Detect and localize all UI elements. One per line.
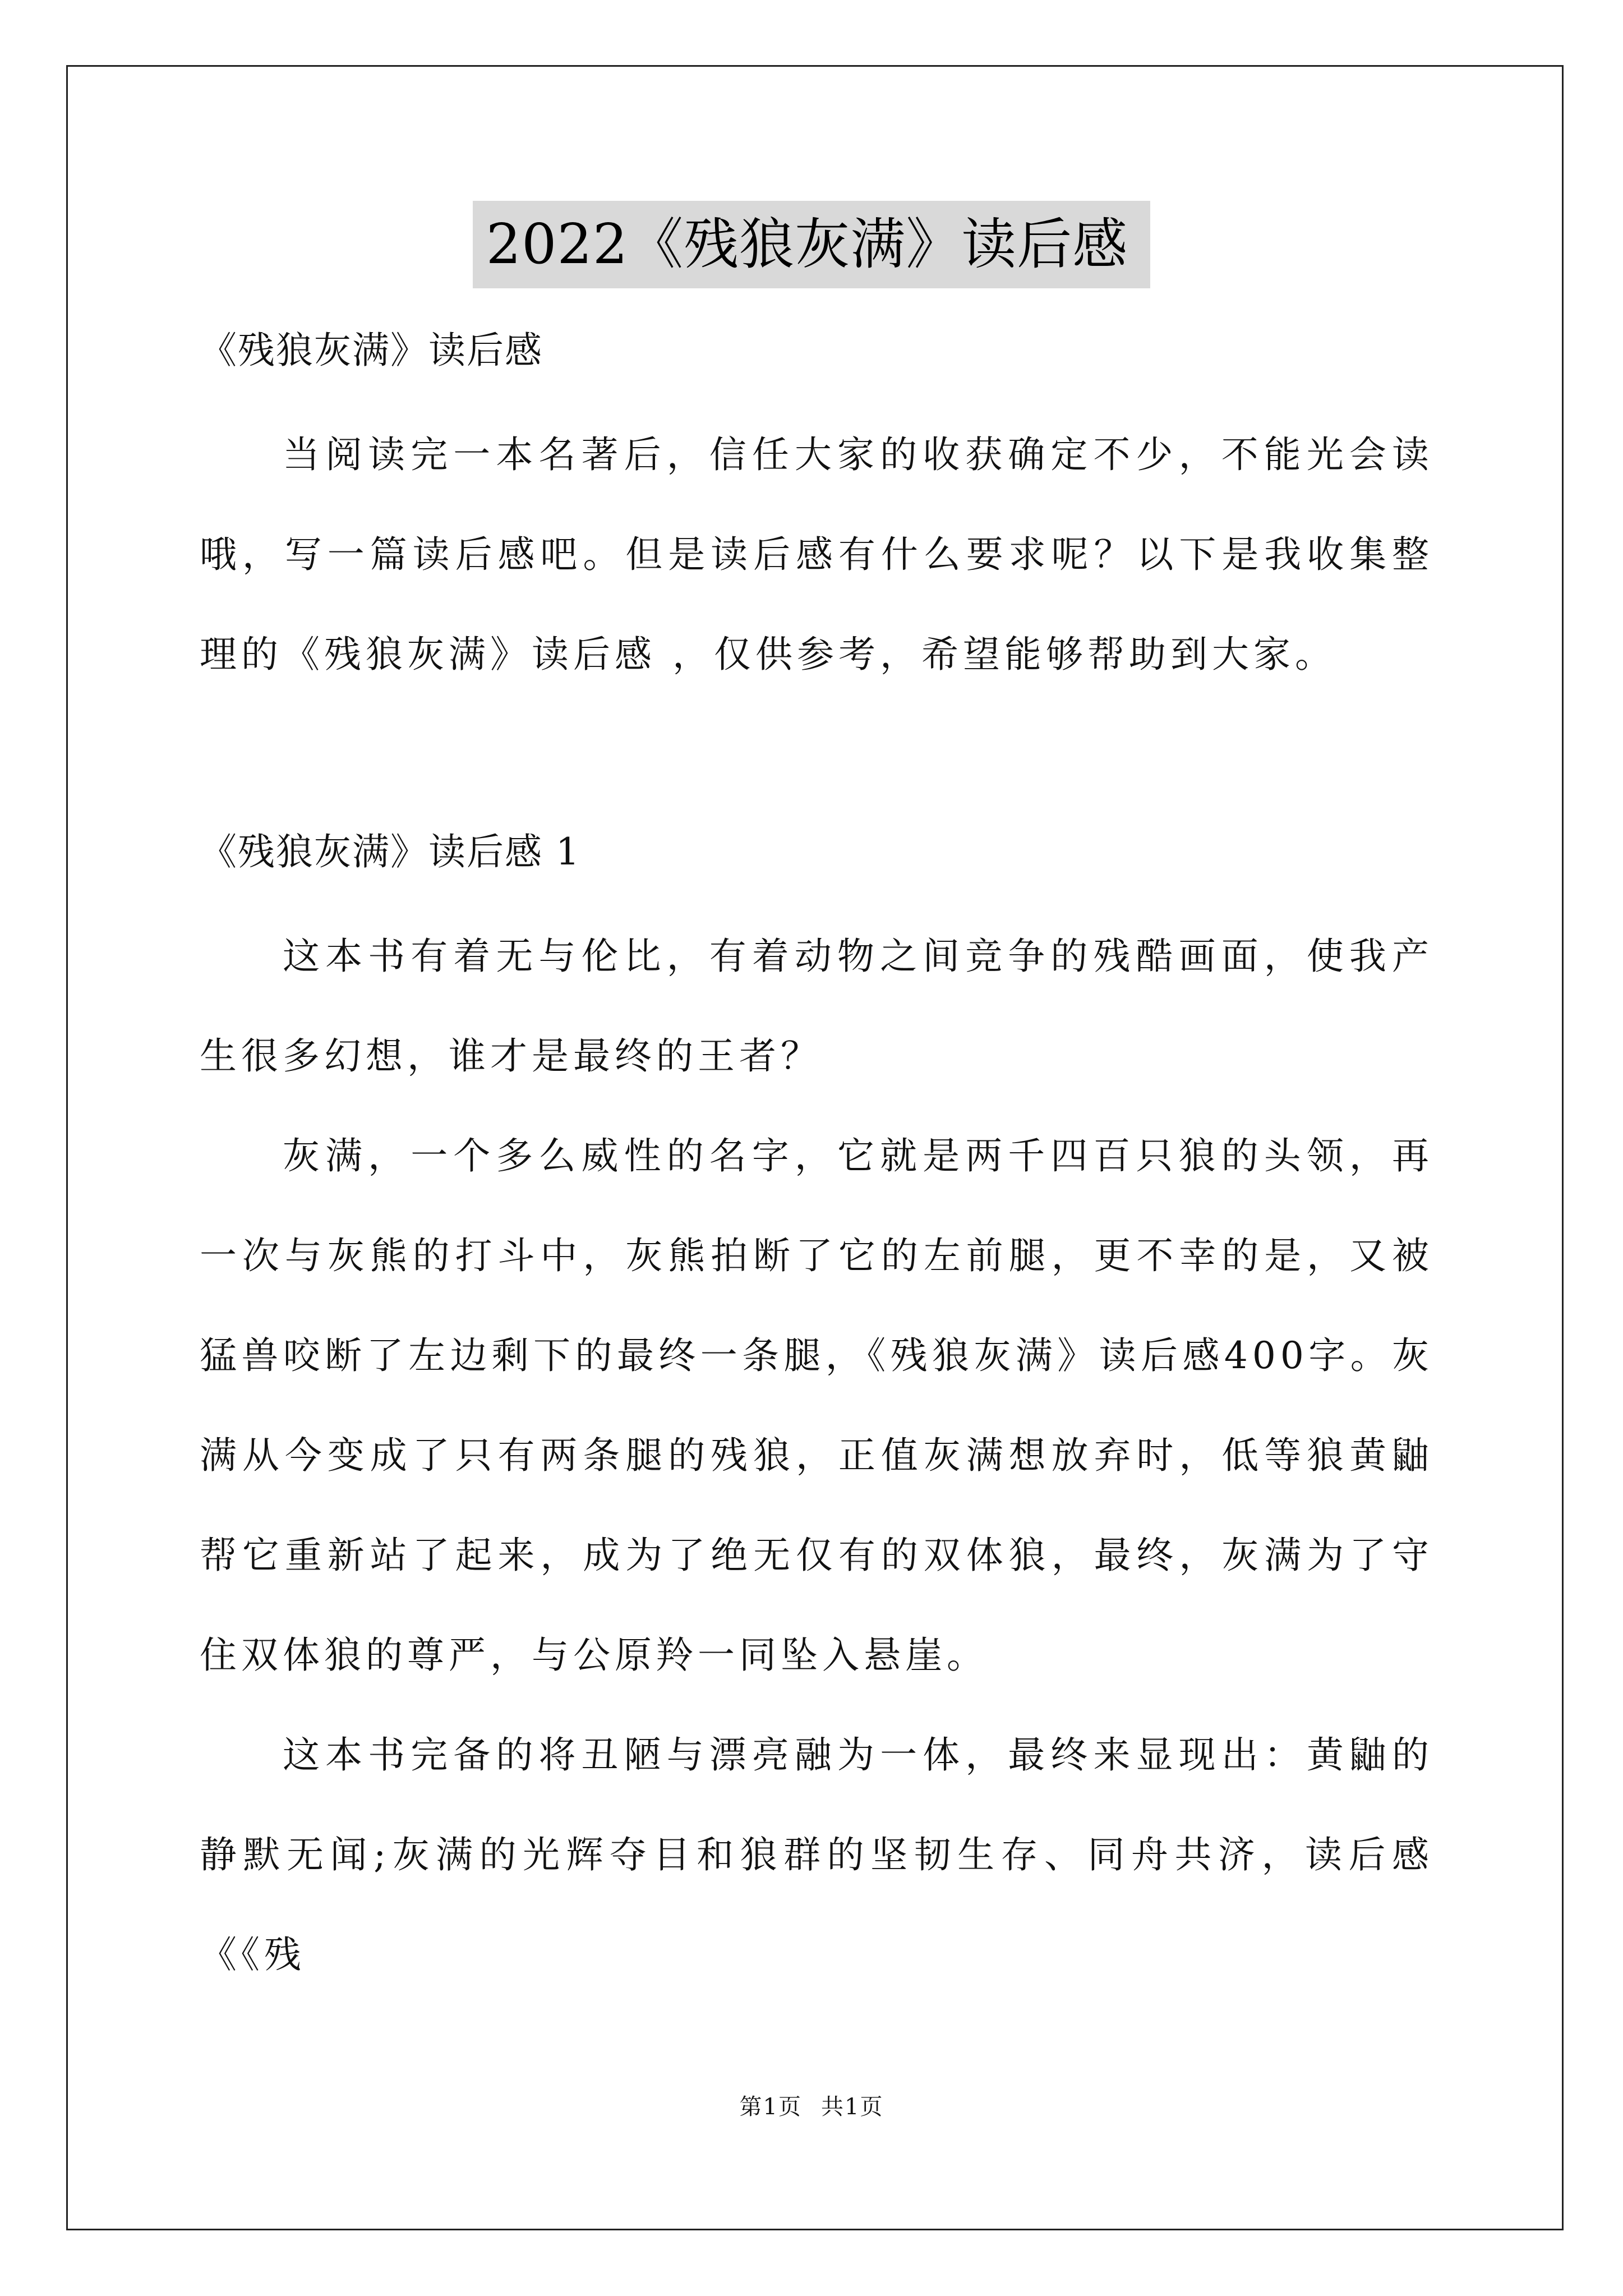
page-number: 第1页 <box>739 2094 802 2120</box>
document-body <box>200 303 1433 2005</box>
document-title: 2022《残狼灰满》读后感 <box>473 201 1150 288</box>
section-spacer <box>200 705 1433 804</box>
page-footer <box>0 2091 1623 2123</box>
subtitle-heading: 《残狼灰满》读后感 <box>200 329 543 372</box>
body-paragraph: 灰满，一个多么威性的名字，它就是两千四百只狼的头领，再一次与灰熊的打斗中，灰熊拍断了它的左前腿，更不幸的是，又被猛兽咬断了左边剩下的最终一条腿，《残狼灰满》读后感400字。灰满从今变成了只有两条腿的残狼，正值灰满想放弃时，低等狼黄鼬帮它重新站了起来，成为了绝无仅有的双体狼，最终，灰满为了守住双体狼的尊严，与公原羚一同坠入悬崖。 <box>200 1134 1433 1677</box>
intro-paragraph: 当阅读完一本名著后，信任大家的收获确定不少，不能光会读哦，写一篇读后感吧。但是读后感有什么要求呢？以下是我收集整理的《残狼灰满》读后感 ，仅供参考，希望能够帮助到大家。 <box>200 433 1433 676</box>
page-total: 共1页 <box>821 2094 884 2120</box>
body-paragraph: 这本书有着无与伦比，有着动物之间竞争的残酷画面，使我产生很多幻想，谁才是最终的王者？ <box>200 935 1433 1078</box>
section-heading: 《残狼灰满》读后感 1 <box>200 830 580 873</box>
body-paragraph: 这本书完备的将丑陋与漂亮融为一体，最终来显现出：黄鼬的静默无闻;灰满的光辉夺目和狼群的坚韧生存、同舟共济，读后感《《残 <box>200 1733 1433 1976</box>
title-container <box>0 201 1623 288</box>
